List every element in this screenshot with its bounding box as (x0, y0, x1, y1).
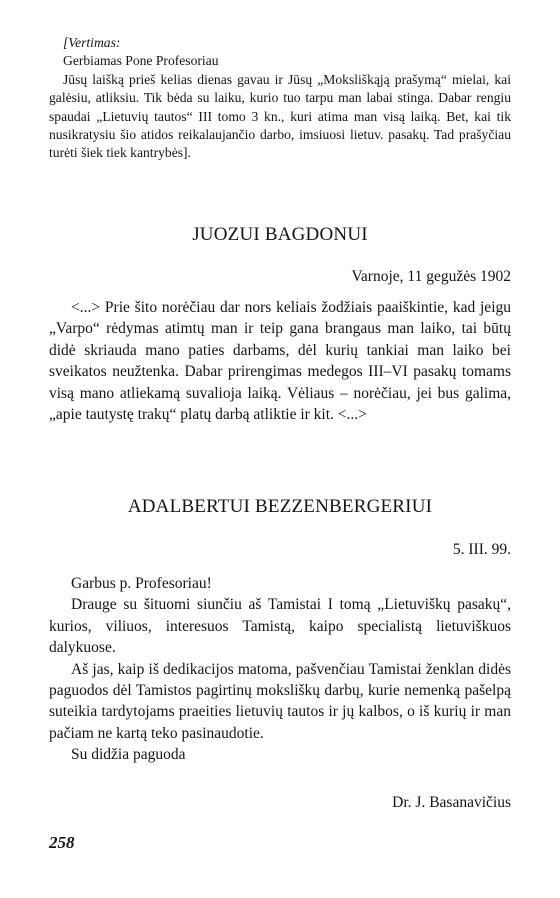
letter-paragraph: Drauge su šituomi siunčiu aš Tamistai I tomą „Lietuviškų pasakų“, kurios, viliuos, interesuos Tamistą, kaipo specialistą lietuviškuos dalykuose. (49, 596, 511, 657)
letter-paragraph: <...> Prie šito norėčiau dar nors keliais žodžiais paaiškintie, kad jeigu „Varpo“ rėdymas atimtų man ir teip gana brangaus man laiko, tai būtų didė skriauda mano paties darbams, dėl kurių tankiai man laiko bei sveikatos neužtenka. Dabar prirengimas medegos III–VI pasakų tomams visą mano atliekamą suvalioja laiką. Vėliaus – norėčiau, jei bus galima, „apie tautystę trakų“ platų darbą atliktie ir kit. <...> (49, 299, 511, 424)
translation-body: Jūsų laišką prieš kelias dienas gavau ir Jūsų „Moksliškąją prašymą“ mielai, kai galėsiu, atliksiu. Tik bėda su laiku, kurio tuo tarpu man labai stinga. Dabar rengiu spaudai „Lietuvių tautos“ III tomo 3 kn., kuri atima man visą laiką. Bet, kai tik nusikratysiu šio atidos reikalaujančio darbo, imsiuosi lietuv. pasakų. Tad prašyčiau turėti šiek tiek kantrybės]. (49, 71, 511, 161)
letter-closing: Su didžia paguoda (71, 746, 186, 764)
page-number: 258 (49, 833, 75, 852)
letter-heading-bagdonui: JUOZUI BAGDONUI (192, 224, 368, 245)
letter-body-bagdonui (49, 297, 511, 425)
translation-greeting: Gerbiamas Pone Profesoriau (63, 53, 219, 69)
signature: Dr. J. Basanavičius (392, 794, 511, 811)
translation-note (49, 34, 511, 163)
letter-place-date: Varnoje, 11 gegužės 1902 (351, 268, 511, 285)
letter-body-bezzenbergeriui (49, 573, 511, 766)
letter-paragraph: Aš jas, kaip iš dedikacijos matoma, pašvenčiau Tamistai ženklan didės paguodos dėl Tamistos pagirtinų moksliškų darbų, kurie nemenką pašelpą suteikia tardytojams praeities lietuvių tautos ir jų kalbos, o iš kurių ir man pačiam ne kartą teko pasinaudotie. (49, 660, 511, 742)
letter-greeting: Garbus p. Profesoriau! (71, 575, 212, 592)
letter-heading-bezzenbergeriui: ADALBERTUI BEZZENBERGERIUI (127, 496, 433, 517)
letter-date: 5. III. 99. (452, 541, 511, 558)
translation-label: [Vertimas: (63, 35, 121, 50)
